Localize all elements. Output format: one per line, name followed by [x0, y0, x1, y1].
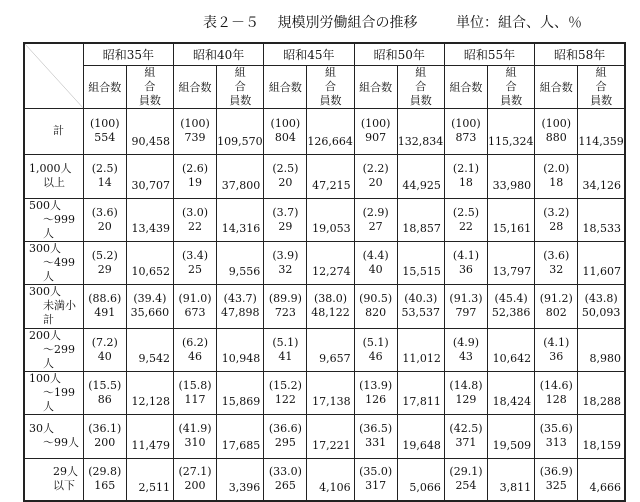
union-count-cell	[83, 284, 126, 328]
member-count-cell: 30,707	[126, 154, 173, 198]
member-percent: (38.0)	[313, 292, 348, 305]
union-count-cell	[354, 154, 397, 198]
union-count: 804	[274, 131, 296, 144]
union-count-cell	[354, 198, 397, 241]
member-percent: (43.7)	[223, 292, 257, 305]
union-percent: (5.1)	[272, 335, 299, 349]
union-count-cell	[173, 328, 216, 371]
row-label-line2: 未満小計	[43, 299, 76, 326]
union-count: 129	[455, 392, 477, 406]
union-count-cell	[535, 241, 578, 284]
union-percent: (14.8)	[449, 378, 483, 392]
union-count-cell	[264, 328, 307, 371]
union-percent: (88.6)	[88, 292, 122, 305]
union-count-cell	[173, 241, 216, 284]
union-count-cell	[264, 284, 307, 328]
member-count-cell	[488, 284, 535, 328]
union-count-cell	[444, 284, 487, 328]
member-count: 53,537	[401, 306, 441, 319]
members-header-line2: 員数	[500, 93, 523, 107]
union-count: 802	[545, 306, 567, 319]
row-label-line1: 29人以下	[53, 465, 78, 493]
members-header-line1: 組合	[325, 65, 348, 93]
union-count: 128	[545, 392, 567, 406]
member-count-cell: 10,948	[217, 328, 264, 371]
member-count-cell: 12,274	[307, 241, 354, 284]
union-count: 295	[274, 436, 296, 449]
union-count: 28	[549, 219, 564, 233]
era-header: 昭和50年	[354, 43, 444, 65]
union-count: 554	[94, 131, 116, 144]
members-header-line1: 組合	[234, 65, 258, 93]
union-count-cell	[83, 108, 126, 154]
union-count: 36	[458, 262, 473, 276]
member-count-cell: 18,857	[397, 198, 444, 241]
members-header	[307, 65, 354, 108]
union-count-cell	[444, 241, 487, 284]
union-percent: (91.0)	[178, 292, 212, 305]
union-count: 122	[274, 392, 296, 406]
union-count: 14	[97, 176, 112, 189]
union-percent: (3.2)	[543, 205, 570, 219]
union-percent: (2.9)	[362, 205, 389, 219]
union-count-cell	[173, 371, 216, 414]
union-count-cell	[535, 371, 578, 414]
union-count: 265	[274, 479, 296, 493]
union-percent: (35.6)	[539, 422, 573, 435]
union-count: 20	[368, 176, 383, 189]
union-count-cell	[83, 414, 126, 458]
union-count-cell	[173, 284, 216, 328]
members-header	[397, 65, 444, 108]
union-percent: (35.0)	[359, 465, 393, 479]
union-percent: (2.1)	[452, 162, 479, 175]
member-count-cell	[307, 284, 354, 328]
member-count-cell: 115,324	[488, 108, 535, 154]
union-count: 325	[545, 479, 567, 493]
union-percent: (3.6)	[543, 248, 570, 262]
row-label	[24, 241, 83, 284]
union-count-cell	[444, 414, 487, 458]
member-count: 48,122	[311, 306, 350, 319]
union-count: 20	[97, 219, 112, 233]
row-label-line1: 1,000人	[29, 162, 72, 175]
member-count-cell: 18,288	[578, 371, 625, 414]
union-count: 126	[365, 392, 387, 406]
union-count-cell	[535, 198, 578, 241]
member-count-cell: 15,161	[488, 198, 535, 241]
row-label-line2: ～499人	[43, 255, 75, 283]
union-count-cell	[444, 108, 487, 154]
union-percent: (3.9)	[272, 248, 299, 262]
union-percent: (36.5)	[359, 422, 393, 435]
union-count-cell	[354, 328, 397, 371]
row-label-line1: 30人	[29, 422, 54, 435]
members-header-line2: 員数	[319, 93, 342, 107]
union-percent: (89.9)	[268, 292, 302, 305]
union-count-cell	[444, 198, 487, 241]
members-header-line2: 員数	[138, 93, 161, 107]
member-percent: (43.8)	[584, 292, 618, 305]
union-percent: (2.0)	[543, 162, 570, 175]
union-count: 18	[549, 176, 564, 189]
row-label	[24, 414, 83, 458]
table-row	[24, 371, 625, 414]
union-count-cell	[354, 414, 397, 458]
row-label-line2: ～299人	[43, 342, 75, 370]
union-count: 254	[455, 479, 477, 493]
union-percent: (15.2)	[268, 378, 302, 392]
member-count-cell: 17,138	[307, 371, 354, 414]
member-count-cell: 11,012	[397, 328, 444, 371]
union-count-cell	[264, 241, 307, 284]
diagonal-line	[25, 44, 83, 108]
union-percent: (4.1)	[452, 248, 479, 262]
unions-header: 組合数	[535, 65, 578, 108]
row-label-line1: 計	[53, 124, 64, 137]
member-count-cell: 17,685	[217, 414, 264, 458]
union-percent: (7.2)	[91, 335, 118, 349]
member-count-cell: 44,925	[397, 154, 444, 198]
union-count: 200	[184, 479, 206, 493]
union-count-cell	[354, 284, 397, 328]
union-count: 32	[278, 262, 293, 276]
union-count-cell	[535, 108, 578, 154]
unit-label: 単位：組合、人、％	[456, 15, 582, 31]
unions-header: 組合数	[173, 65, 216, 108]
union-count: 317	[365, 479, 387, 493]
union-count-cell	[264, 371, 307, 414]
member-count-cell: 5,066	[397, 458, 444, 501]
members-header-line1: 組合	[415, 65, 439, 93]
union-count: 20	[278, 176, 293, 189]
row-label-line1: 100人	[29, 371, 61, 385]
union-count: 32	[549, 262, 564, 276]
era-header: 昭和45年	[264, 43, 354, 65]
member-percent: (45.4)	[494, 292, 528, 305]
member-count-cell: 109,570	[217, 108, 264, 154]
member-count: 47,898	[220, 306, 260, 319]
union-percent: (100)	[180, 117, 210, 130]
member-count-cell	[126, 284, 173, 328]
union-count: 36	[549, 349, 564, 363]
member-count-cell: 90,458	[126, 108, 173, 154]
row-label	[24, 108, 83, 154]
unions-header: 組合数	[83, 65, 126, 108]
union-percent: (100)	[89, 117, 120, 130]
member-count-cell: 126,664	[307, 108, 354, 154]
member-count-cell: 114,359	[578, 108, 625, 154]
corner-cell	[24, 43, 83, 108]
union-count-cell	[83, 371, 126, 414]
member-count-cell: 4,106	[307, 458, 354, 501]
union-count: 371	[455, 436, 477, 449]
union-count-cell	[535, 154, 578, 198]
union-percent: (3.0)	[182, 205, 209, 219]
union-percent: (100)	[360, 117, 391, 130]
union-count: 41	[278, 349, 293, 363]
member-count-cell: 12,128	[126, 371, 173, 414]
member-count-cell: 19,053	[307, 198, 354, 241]
union-count: 331	[365, 436, 387, 449]
union-size-table	[23, 42, 626, 502]
union-percent: (2.5)	[452, 205, 479, 219]
member-count-cell: 9,657	[307, 328, 354, 371]
union-percent: (36.6)	[268, 422, 302, 435]
member-count-cell: 13,439	[126, 198, 173, 241]
union-percent: (90.5)	[359, 292, 393, 305]
era-header: 昭和40年	[173, 43, 263, 65]
union-count-cell	[354, 241, 397, 284]
member-count-cell: 3,396	[217, 458, 264, 501]
member-count-cell: 3,811	[488, 458, 535, 501]
union-count: 40	[97, 349, 112, 363]
union-percent: (2.5)	[91, 162, 118, 175]
union-count-cell	[354, 371, 397, 414]
member-count-cell: 19,648	[397, 414, 444, 458]
member-count-cell: 18,533	[578, 198, 625, 241]
row-label-line2: ～199人	[43, 385, 75, 413]
era-header: 昭和35年	[83, 43, 173, 65]
union-count-cell	[173, 108, 216, 154]
union-percent: (2.6)	[182, 162, 209, 175]
union-count-cell	[83, 328, 126, 371]
union-count-cell	[173, 198, 216, 241]
table-subtitle: 規模別労働組合の推移	[277, 15, 418, 31]
row-label-line2: 以上	[43, 176, 65, 189]
row-label-line1: 300人	[29, 285, 61, 298]
union-count-cell	[83, 241, 126, 284]
union-count: 491	[94, 306, 116, 319]
union-percent: (91.3)	[449, 292, 483, 305]
union-percent: (100)	[270, 117, 301, 130]
row-label	[24, 198, 83, 241]
member-count-cell: 10,652	[126, 241, 173, 284]
member-count-cell: 9,556	[217, 241, 264, 284]
table-row	[24, 284, 625, 328]
member-count-cell	[578, 284, 625, 328]
union-count-cell	[83, 198, 126, 241]
union-count-cell	[535, 284, 578, 328]
union-count: 673	[184, 306, 206, 319]
union-percent: (27.1)	[178, 465, 212, 479]
union-count: 313	[545, 436, 567, 449]
union-count: 25	[188, 262, 203, 276]
member-percent: (39.4)	[133, 292, 167, 305]
members-header	[126, 65, 173, 108]
table-row	[24, 328, 625, 371]
members-header	[578, 65, 625, 108]
union-count: 18	[458, 176, 473, 189]
union-count: 310	[184, 436, 206, 449]
member-count-cell: 14,316	[217, 198, 264, 241]
union-count: 40	[368, 262, 383, 276]
table-row	[24, 198, 625, 241]
union-percent: (6.2)	[182, 335, 209, 349]
table-row	[24, 414, 625, 458]
row-label-line2: ～99人	[43, 436, 79, 449]
union-count-cell	[535, 328, 578, 371]
member-count-cell: 13,797	[488, 241, 535, 284]
row-label-line1: 300人	[29, 241, 61, 255]
union-count-cell	[83, 154, 126, 198]
union-count: 29	[97, 262, 112, 276]
union-percent: (2.2)	[362, 162, 389, 175]
union-percent: (2.5)	[272, 162, 299, 175]
union-count: 739	[184, 131, 206, 144]
member-count-cell: 11,607	[578, 241, 625, 284]
union-percent: (3.6)	[91, 205, 118, 219]
member-count-cell: 4,666	[578, 458, 625, 501]
member-count-cell: 2,511	[126, 458, 173, 501]
union-percent: (41.9)	[178, 422, 212, 435]
union-count: 165	[94, 479, 116, 493]
union-count: 200	[94, 436, 116, 449]
union-count-cell	[444, 154, 487, 198]
union-count: 723	[274, 306, 296, 319]
union-percent: (15.5)	[88, 378, 122, 392]
member-count-cell: 18,424	[488, 371, 535, 414]
row-label-line1: 200人	[29, 328, 61, 342]
union-percent: (3.4)	[182, 248, 209, 262]
union-percent: (4.4)	[362, 248, 389, 262]
union-percent: (91.2)	[539, 292, 573, 305]
row-label-line2: ～999人	[43, 212, 75, 240]
row-label	[24, 371, 83, 414]
members-header-line1: 組合	[505, 65, 529, 93]
members-header-line2: 員数	[590, 93, 613, 107]
member-count-cell	[217, 284, 264, 328]
member-count-cell: 15,869	[217, 371, 264, 414]
union-count: 873	[455, 131, 477, 144]
union-percent: (4.9)	[452, 335, 479, 349]
union-count: 797	[455, 306, 477, 319]
union-count: 29	[278, 219, 293, 233]
member-count-cell: 34,126	[578, 154, 625, 198]
union-percent: (100)	[451, 117, 481, 130]
era-header: 昭和55年	[444, 43, 534, 65]
member-count: 50,093	[581, 306, 621, 319]
union-count-cell	[264, 108, 307, 154]
union-count: 820	[365, 306, 387, 319]
member-count-cell: 132,834	[397, 108, 444, 154]
union-percent: (3.7)	[272, 205, 299, 219]
member-count-cell	[397, 284, 444, 328]
table-row	[24, 108, 625, 154]
union-count: 117	[184, 392, 206, 406]
row-label	[24, 284, 83, 328]
member-count-cell: 11,479	[126, 414, 173, 458]
members-header-line2: 員数	[229, 93, 252, 107]
union-percent: (36.9)	[539, 465, 573, 479]
member-percent: (40.3)	[404, 292, 438, 305]
era-header: 昭和58年	[535, 43, 625, 65]
union-percent: (29.1)	[449, 465, 483, 479]
table-title	[203, 12, 417, 32]
union-percent: (13.9)	[359, 378, 393, 392]
union-percent: (14.6)	[539, 378, 573, 392]
union-percent: (4.1)	[543, 335, 570, 349]
union-percent: (33.0)	[268, 465, 302, 479]
member-count-cell: 17,221	[307, 414, 354, 458]
member-count-cell: 33,980	[488, 154, 535, 198]
table-number: 表２－５	[203, 15, 259, 31]
union-percent: (100)	[541, 117, 572, 130]
member-count-cell: 19,509	[488, 414, 535, 458]
union-count-cell	[173, 414, 216, 458]
union-count: 27	[368, 219, 383, 233]
member-count: 35,660	[130, 306, 170, 319]
union-count: 22	[458, 219, 473, 233]
members-header	[488, 65, 535, 108]
union-count: 19	[188, 176, 203, 189]
union-count-cell	[264, 198, 307, 241]
unions-header: 組合数	[354, 65, 397, 108]
member-count-cell: 15,515	[397, 241, 444, 284]
union-percent: (5.2)	[91, 248, 118, 262]
member-count-cell: 18,159	[578, 414, 625, 458]
table-row	[24, 154, 625, 198]
union-count: 46	[188, 349, 203, 363]
union-count-cell	[264, 414, 307, 458]
member-count-cell: 10,642	[488, 328, 535, 371]
unions-header: 組合数	[264, 65, 307, 108]
member-count-cell: 8,980	[578, 328, 625, 371]
union-count-cell	[173, 154, 216, 198]
row-label	[24, 328, 83, 371]
union-count-cell	[264, 154, 307, 198]
member-count-cell: 37,800	[217, 154, 264, 198]
union-percent: (5.1)	[362, 335, 389, 349]
member-count-cell: 47,215	[307, 154, 354, 198]
union-count: 22	[188, 219, 203, 233]
union-count: 907	[365, 131, 387, 144]
unions-header: 組合数	[444, 65, 487, 108]
union-count-cell	[444, 328, 487, 371]
members-header	[217, 65, 264, 108]
members-header-line2: 員数	[409, 93, 432, 107]
members-header-line1: 組合	[144, 65, 168, 93]
row-label	[24, 154, 83, 198]
union-percent: (15.8)	[178, 378, 212, 392]
union-count: 43	[458, 349, 473, 363]
union-count: 46	[368, 349, 383, 363]
member-count: 52,386	[491, 306, 531, 319]
union-count: 86	[97, 392, 112, 406]
members-header-line1: 組合	[595, 65, 619, 93]
union-percent: (42.5)	[449, 422, 483, 435]
member-count-cell: 17,811	[397, 371, 444, 414]
table-row	[24, 241, 625, 284]
union-count-cell	[444, 371, 487, 414]
member-count-cell: 9,542	[126, 328, 173, 371]
union-count-cell	[535, 414, 578, 458]
union-percent: (29.8)	[88, 465, 122, 479]
union-count-cell	[354, 108, 397, 154]
row-label-line1: 500人	[29, 198, 61, 212]
union-count: 880	[545, 131, 567, 144]
union-percent: (36.1)	[88, 422, 122, 435]
